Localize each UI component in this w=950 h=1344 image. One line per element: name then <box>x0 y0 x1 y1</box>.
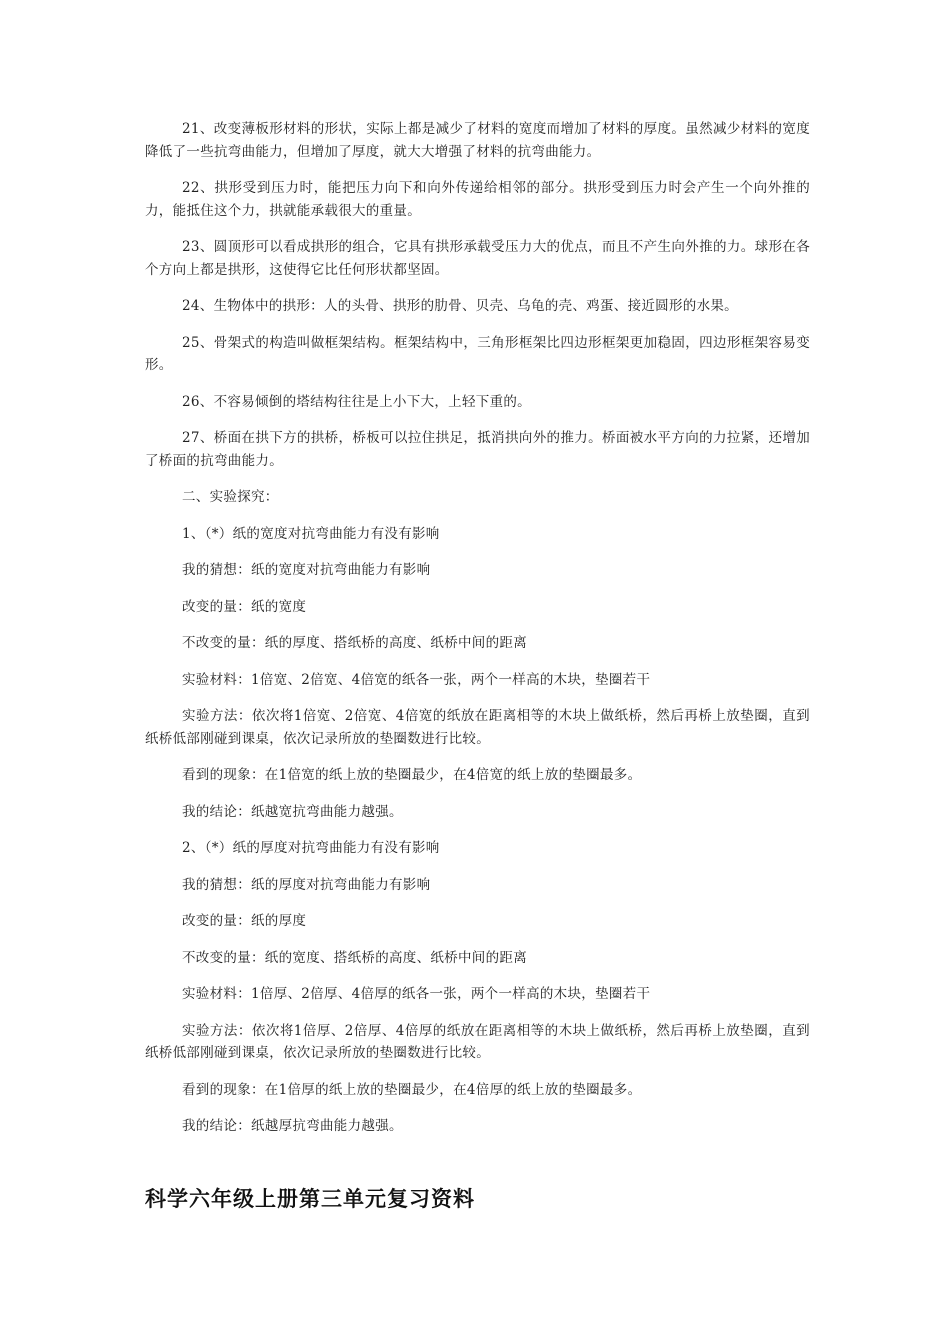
point-26-paragraph: 26、不容易倾倒的塔结构往往是上小下大，上轻下重的。 <box>182 393 531 410</box>
experiment-2-hypothesis: 我的猜想：纸的厚度对抗弯曲能力有影响 <box>182 876 431 893</box>
point-25-paragraph: 25、骨架式的构造叫做框架结构。框架结构中，三角形框架比四边形框架更加稳固，四边形框架容易变形。 <box>145 334 810 373</box>
experiment-1-conclusion: 我的结论：纸越宽抗弯曲能力越强。 <box>182 803 403 820</box>
document-body <box>145 118 810 1152</box>
experiment-1-observation: 看到的现象：在1倍宽的纸上放的垫圈最少，在4倍宽的纸上放的垫圈最多。 <box>182 767 642 783</box>
experiment-2-controlled-variables: 不改变的量：纸的宽度、搭纸桥的高度、纸桥中间的距离 <box>182 949 527 966</box>
experiment-2-conclusion: 我的结论：纸越厚抗弯曲能力越强。 <box>182 1118 403 1134</box>
experiment-1-materials: 实验材料：1倍宽、2倍宽、4倍宽的纸各一张，两个一样高的木块，垫圈若干 <box>182 671 651 688</box>
point-27-paragraph: 27、桥面在拱下方的拱桥，桥板可以拉住拱足，抵消拱向外的推力。桥面被水平方向的力拉紧，还增加了桥面的抗弯曲能力。 <box>145 430 810 469</box>
point-23-paragraph: 23、圆顶形可以看成拱形的组合，它具有拱形承载受压力大的优点，而且不产生向外推的力。球形在各个方向上都是拱形，这使得它比任何形状都坚固。 <box>145 239 810 278</box>
experiment-1-method: 实验方法：依次将1倍宽、2倍宽、4倍宽的纸放在距离相等的木块上做纸桥，然后再桥上放垫圈，直到纸桥低部刚碰到课桌，依次记录所放的垫圈数进行比较。 <box>145 708 810 747</box>
experiment-1-changed-variable: 改变的量：纸的宽度 <box>182 598 307 615</box>
experiment-1-hypothesis: 我的猜想：纸的宽度对抗弯曲能力有影响 <box>182 562 431 578</box>
experiment-1-title: 1、（*）纸的宽度对抗弯曲能力有没有影响 <box>182 525 440 542</box>
experiment-2-method: 实验方法：依次将1倍厚、2倍厚、4倍厚的纸放在距离相等的木块上做纸桥，然后再桥上放垫圈，直到纸桥低部刚碰到课桌，依次记录所放的垫圈数进行比较。 <box>145 1022 810 1061</box>
experiment-2-title: 2、（*）纸的厚度对抗弯曲能力有没有影响 <box>182 840 440 856</box>
point-22-paragraph: 22、拱形受到压力时，能把压力向下和向外传递给相邻的部分。拱形受到压力时会产生一个向外推的力，能抵住这个力，拱就能承载很大的重量。 <box>145 180 810 219</box>
experiment-2-materials: 实验材料：1倍厚、2倍厚、4倍厚的纸各一张，两个一样高的木块，垫圈若干 <box>182 986 651 1002</box>
experiment-2-changed-variable: 改变的量：纸的厚度 <box>182 913 307 929</box>
experiment-2-observation: 看到的现象：在1倍厚的纸上放的垫圈最少，在4倍厚的纸上放的垫圈最多。 <box>182 1081 642 1098</box>
experiment-1-controlled-variables: 不改变的量：纸的厚度、搭纸桥的高度、纸桥中间的距离 <box>182 635 527 651</box>
point-24-paragraph: 24、生物体中的拱形：人的头骨、拱形的肋骨、贝壳、乌龟的壳、鸡蛋、接近圆形的水果。 <box>182 298 738 314</box>
experiment-section-title: 二、实验探究： <box>182 489 279 505</box>
section-heading: 科学六年级上册第三单元复习资料 <box>145 1187 475 1211</box>
point-21-paragraph: 21、改变薄板形材料的形状，实际上都是减少了材料的宽度而增加了材料的厚度。虽然减少材料的宽度降低了一些抗弯曲能力，但增加了厚度，就大大增强了材料的抗弯曲能力。 <box>145 121 810 160</box>
